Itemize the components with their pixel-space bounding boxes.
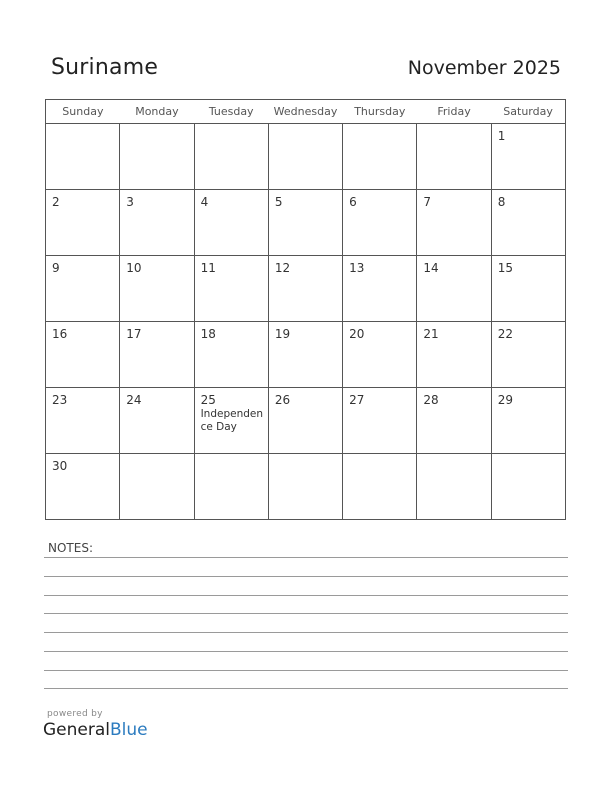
note-line [44,651,568,652]
calendar-day-cell [417,454,491,520]
calendar-day-cell [46,256,120,322]
calendar-day-cell [343,322,417,388]
day-number: 21 [423,327,439,341]
day-number: 25 [200,393,216,407]
day-number: 12 [274,261,291,275]
calendar-day-cell [120,388,194,454]
day-number: 28 [423,393,439,407]
calendar-day-cell [268,322,342,388]
day-number: 23 [52,393,68,407]
day-number: 10 [126,261,142,275]
calendar-day-cell [194,454,268,520]
brand-general: General [43,720,110,740]
calendar-day-cell [417,388,491,454]
calendar-day-cell [268,190,342,256]
calendar-day-cell [491,388,565,454]
generalblue-logo [43,720,148,740]
calendar-day-cell [46,388,120,454]
day-number: 22 [497,327,513,341]
day-number: 9 [52,261,60,275]
calendar-week-row [46,388,566,454]
calendar-day-cell [46,322,120,388]
calendar-day-cell [268,256,342,322]
calendar-day-cell [343,124,417,190]
day-number: 26 [274,393,291,407]
calendar-day-cell [491,124,565,190]
day-number: 1 [497,129,506,143]
day-number: 11 [200,261,216,275]
calendar-grid [45,99,566,520]
weekday-header: Monday [120,100,194,124]
day-number: 15 [497,261,513,275]
day-number: 3 [126,195,134,209]
note-line [44,595,568,596]
weekday-header: Wednesday [268,100,342,124]
calendar-day-cell [120,256,194,322]
holiday-label: Independence Day [200,408,263,433]
calendar-day-cell [194,388,268,454]
calendar-week-row [46,454,566,520]
weekday-header: Thursday [343,100,417,124]
calendar-day-cell [343,190,417,256]
day-number: 19 [274,327,291,341]
calendar-day-cell [417,190,491,256]
country-title: Suriname [51,55,159,80]
calendar-day-cell [268,454,342,520]
day-number: 5 [274,195,283,209]
calendar-day-cell [417,322,491,388]
calendar-day-cell [268,124,342,190]
weekday-header: Friday [417,100,491,124]
calendar-week-row [46,322,566,388]
day-number: 6 [349,195,357,209]
calendar-day-cell [343,454,417,520]
notes-label: NOTES: [48,541,93,555]
weekday-header: Sunday [46,100,120,124]
calendar-day-cell [417,124,491,190]
calendar-day-cell [194,190,268,256]
calendar-day-cell [343,256,417,322]
day-number: 18 [200,327,216,341]
note-line [44,613,568,614]
calendar-day-cell [120,322,194,388]
month-year-title: November 2025 [407,57,561,79]
calendar-day-cell [194,256,268,322]
day-number: 7 [423,195,432,209]
calendar-day-cell [46,454,120,520]
day-number: 13 [349,261,365,275]
brand-blue: Blue [110,720,148,740]
calendar-week-row [46,256,566,322]
note-line [44,670,568,671]
note-line [44,576,568,577]
calendar-week-row [46,124,566,190]
day-number: 29 [497,393,513,407]
day-number: 14 [423,261,439,275]
day-number: 8 [497,195,506,209]
day-number: 17 [126,327,142,341]
calendar-day-cell [46,124,120,190]
day-number: 24 [126,393,142,407]
day-number: 16 [52,327,68,341]
calendar-day-cell [491,190,565,256]
calendar-day-cell [491,454,565,520]
calendar-day-cell [491,322,565,388]
day-number: 27 [349,393,365,407]
day-number: 20 [349,327,365,341]
note-line [44,632,568,633]
calendar-week-row [46,190,566,256]
weekday-header-row [46,100,566,124]
calendar-day-cell [120,454,194,520]
note-line [44,688,568,689]
calendar-day-cell [120,124,194,190]
day-number: 4 [200,195,209,209]
calendar-day-cell [417,256,491,322]
day-number: 2 [52,195,60,209]
day-number: 30 [52,459,68,473]
calendar-day-cell [46,190,120,256]
note-line [44,557,568,558]
powered-by-text: powered by [47,709,103,719]
calendar-day-cell [268,388,342,454]
calendar-day-cell [194,322,268,388]
calendar-day-cell [194,124,268,190]
calendar-day-cell [343,388,417,454]
weekday-header: Saturday [491,100,565,124]
calendar-day-cell [120,190,194,256]
calendar-day-cell [491,256,565,322]
weekday-header: Tuesday [194,100,268,124]
